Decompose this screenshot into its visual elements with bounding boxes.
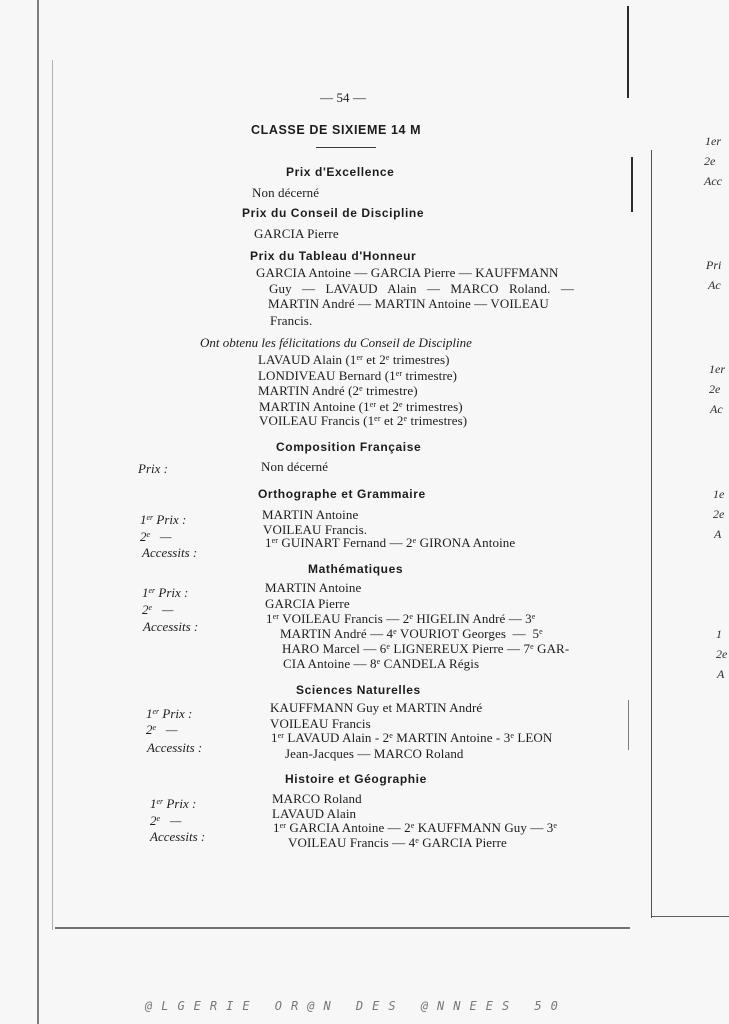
tableau-line: GARCIA Antoine — GARCIA Pierre — KAUFFMANN bbox=[256, 265, 559, 280]
edge-fragment: A bbox=[714, 527, 722, 541]
orthographe-label-3: Accessits : bbox=[142, 545, 198, 560]
maths-label-1: 1er Prix : bbox=[142, 585, 189, 600]
edge-fragment: Ac bbox=[708, 278, 721, 292]
histoire-title: Histoire et Géographie bbox=[285, 772, 427, 786]
title-underline bbox=[316, 147, 376, 148]
sciences-line: KAUFFMANN Guy et MARTIN André bbox=[270, 700, 483, 715]
right-edge-line-bottom bbox=[651, 150, 652, 918]
right-edge-line-top bbox=[627, 6, 629, 98]
maths-label-3: Accessits : bbox=[143, 619, 199, 634]
excellence-title: Prix d'Excellence bbox=[286, 165, 395, 179]
histoire-label-2: 2e — bbox=[150, 813, 182, 828]
sciences-label-3: Accessits : bbox=[147, 740, 203, 755]
maths-line: MARTIN André — 4e VOURIOT Georges — 5e bbox=[280, 626, 543, 641]
felicitations-line: LONDIVEAU Bernard (1er trimestre) bbox=[258, 368, 458, 383]
francais-title: Composition Française bbox=[276, 440, 422, 454]
histoire-label-3: Accessits : bbox=[150, 829, 206, 844]
edge-fragment: 2e bbox=[716, 647, 728, 661]
francais-label: Prix : bbox=[138, 461, 168, 476]
maths-line: MARTIN Antoine bbox=[265, 580, 362, 595]
felicitations-line: LAVAUD Alain (1er et 2e trimestres) bbox=[258, 352, 450, 367]
histoire-label-1: 1er Prix : bbox=[150, 796, 197, 811]
tableau-line: Francis. bbox=[270, 313, 313, 328]
maths-title: Mathématiques bbox=[308, 562, 404, 576]
left-binding-edge bbox=[37, 0, 39, 1024]
tableau-line: Guy — LAVAUD Alain — MARCO Roland. — bbox=[269, 281, 574, 296]
histoire-line: MARCO Roland bbox=[272, 791, 362, 806]
orthographe-title: Orthographe et Grammaire bbox=[258, 487, 426, 501]
edge-fragment: 2e bbox=[713, 507, 725, 521]
orthographe-line: 1er GUINART Fernand — 2e GIRONA Antoine bbox=[265, 535, 516, 550]
orthographe-line: MARTIN Antoine bbox=[262, 507, 359, 522]
orthographe-label-2: 2e — bbox=[140, 529, 172, 544]
francais-value: Non décerné bbox=[261, 459, 329, 474]
sciences-line: Jean-Jacques — MARCO Roland bbox=[285, 746, 464, 761]
histoire-line: VOILEAU Francis — 4e GARCIA Pierre bbox=[288, 835, 507, 850]
felicitations-line: MARTIN Antoine (1er et 2e trimestres) bbox=[259, 399, 463, 414]
orthographe-label-1: 1er Prix : bbox=[140, 512, 187, 527]
felicitations-title: Ont obtenu les félicitations du Conseil de Discipline bbox=[200, 335, 472, 350]
orthographe-line: VOILEAU Francis. bbox=[263, 522, 368, 537]
maths-label-2: 2e — bbox=[142, 602, 174, 617]
conseil-title: Prix du Conseil de Discipline bbox=[242, 206, 425, 220]
right-edge-line-lower bbox=[628, 700, 629, 750]
edge-fragment: Ac bbox=[710, 402, 723, 416]
right-edge-line-mid bbox=[631, 157, 633, 212]
edge-fragment: Pri bbox=[706, 258, 722, 272]
footer-watermark: @LGERIE OR@N DES @NNEES 50 bbox=[145, 999, 567, 1013]
edge-fragment: 1er bbox=[709, 362, 725, 376]
edge-fragment: 1 bbox=[716, 627, 722, 641]
edge-fragment: Acc bbox=[704, 174, 722, 188]
maths-line: 1er VOILEAU Francis — 2e HIGELIN André — 3e bbox=[266, 611, 536, 626]
bottom-right-edge bbox=[651, 916, 729, 917]
edge-fragment: 2e bbox=[709, 382, 721, 396]
bottom-page-edge bbox=[55, 927, 630, 929]
tableau-title: Prix du Tableau d'Honneur bbox=[250, 249, 417, 263]
tableau-line: MARTIN André — MARTIN Antoine — VOILEAU bbox=[268, 296, 549, 311]
maths-line: CIA Antoine — 8e CANDELA Régis bbox=[283, 656, 480, 671]
maths-line: GARCIA Pierre bbox=[265, 596, 350, 611]
histoire-line: 1er GARCIA Antoine — 2e KAUFFMANN Guy — 3e bbox=[273, 820, 558, 835]
felicitations-line: VOILEAU Francis (1er et 2e trimestres) bbox=[259, 413, 468, 428]
edge-fragment: A bbox=[717, 667, 725, 681]
page-number: — 54 — bbox=[320, 90, 367, 105]
maths-line: HARO Marcel — 6e LIGNEREUX Pierre — 7e GAR- bbox=[282, 641, 570, 656]
edge-fragment: 1er bbox=[705, 134, 721, 148]
edge-fragment: 2e bbox=[704, 154, 716, 168]
conseil-value: GARCIA Pierre bbox=[254, 226, 339, 241]
sciences-line: 1er LAVAUD Alain - 2e MARTIN Antoine - 3e LEON bbox=[271, 730, 553, 745]
sciences-label-2: 2e — bbox=[146, 722, 178, 737]
sciences-title: Sciences Naturelles bbox=[296, 683, 421, 697]
left-page-edge bbox=[52, 60, 53, 930]
class-title: CLASSE DE SIXIEME 14 M bbox=[251, 123, 422, 137]
excellence-value: Non décerné bbox=[252, 185, 320, 200]
histoire-line: LAVAUD Alain bbox=[272, 806, 357, 821]
edge-fragment: 1e bbox=[713, 487, 725, 501]
felicitations-line: MARTIN André (2e trimestre) bbox=[258, 383, 418, 398]
sciences-line: VOILEAU Francis bbox=[270, 716, 371, 731]
sciences-label-1: 1er Prix : bbox=[146, 706, 193, 721]
